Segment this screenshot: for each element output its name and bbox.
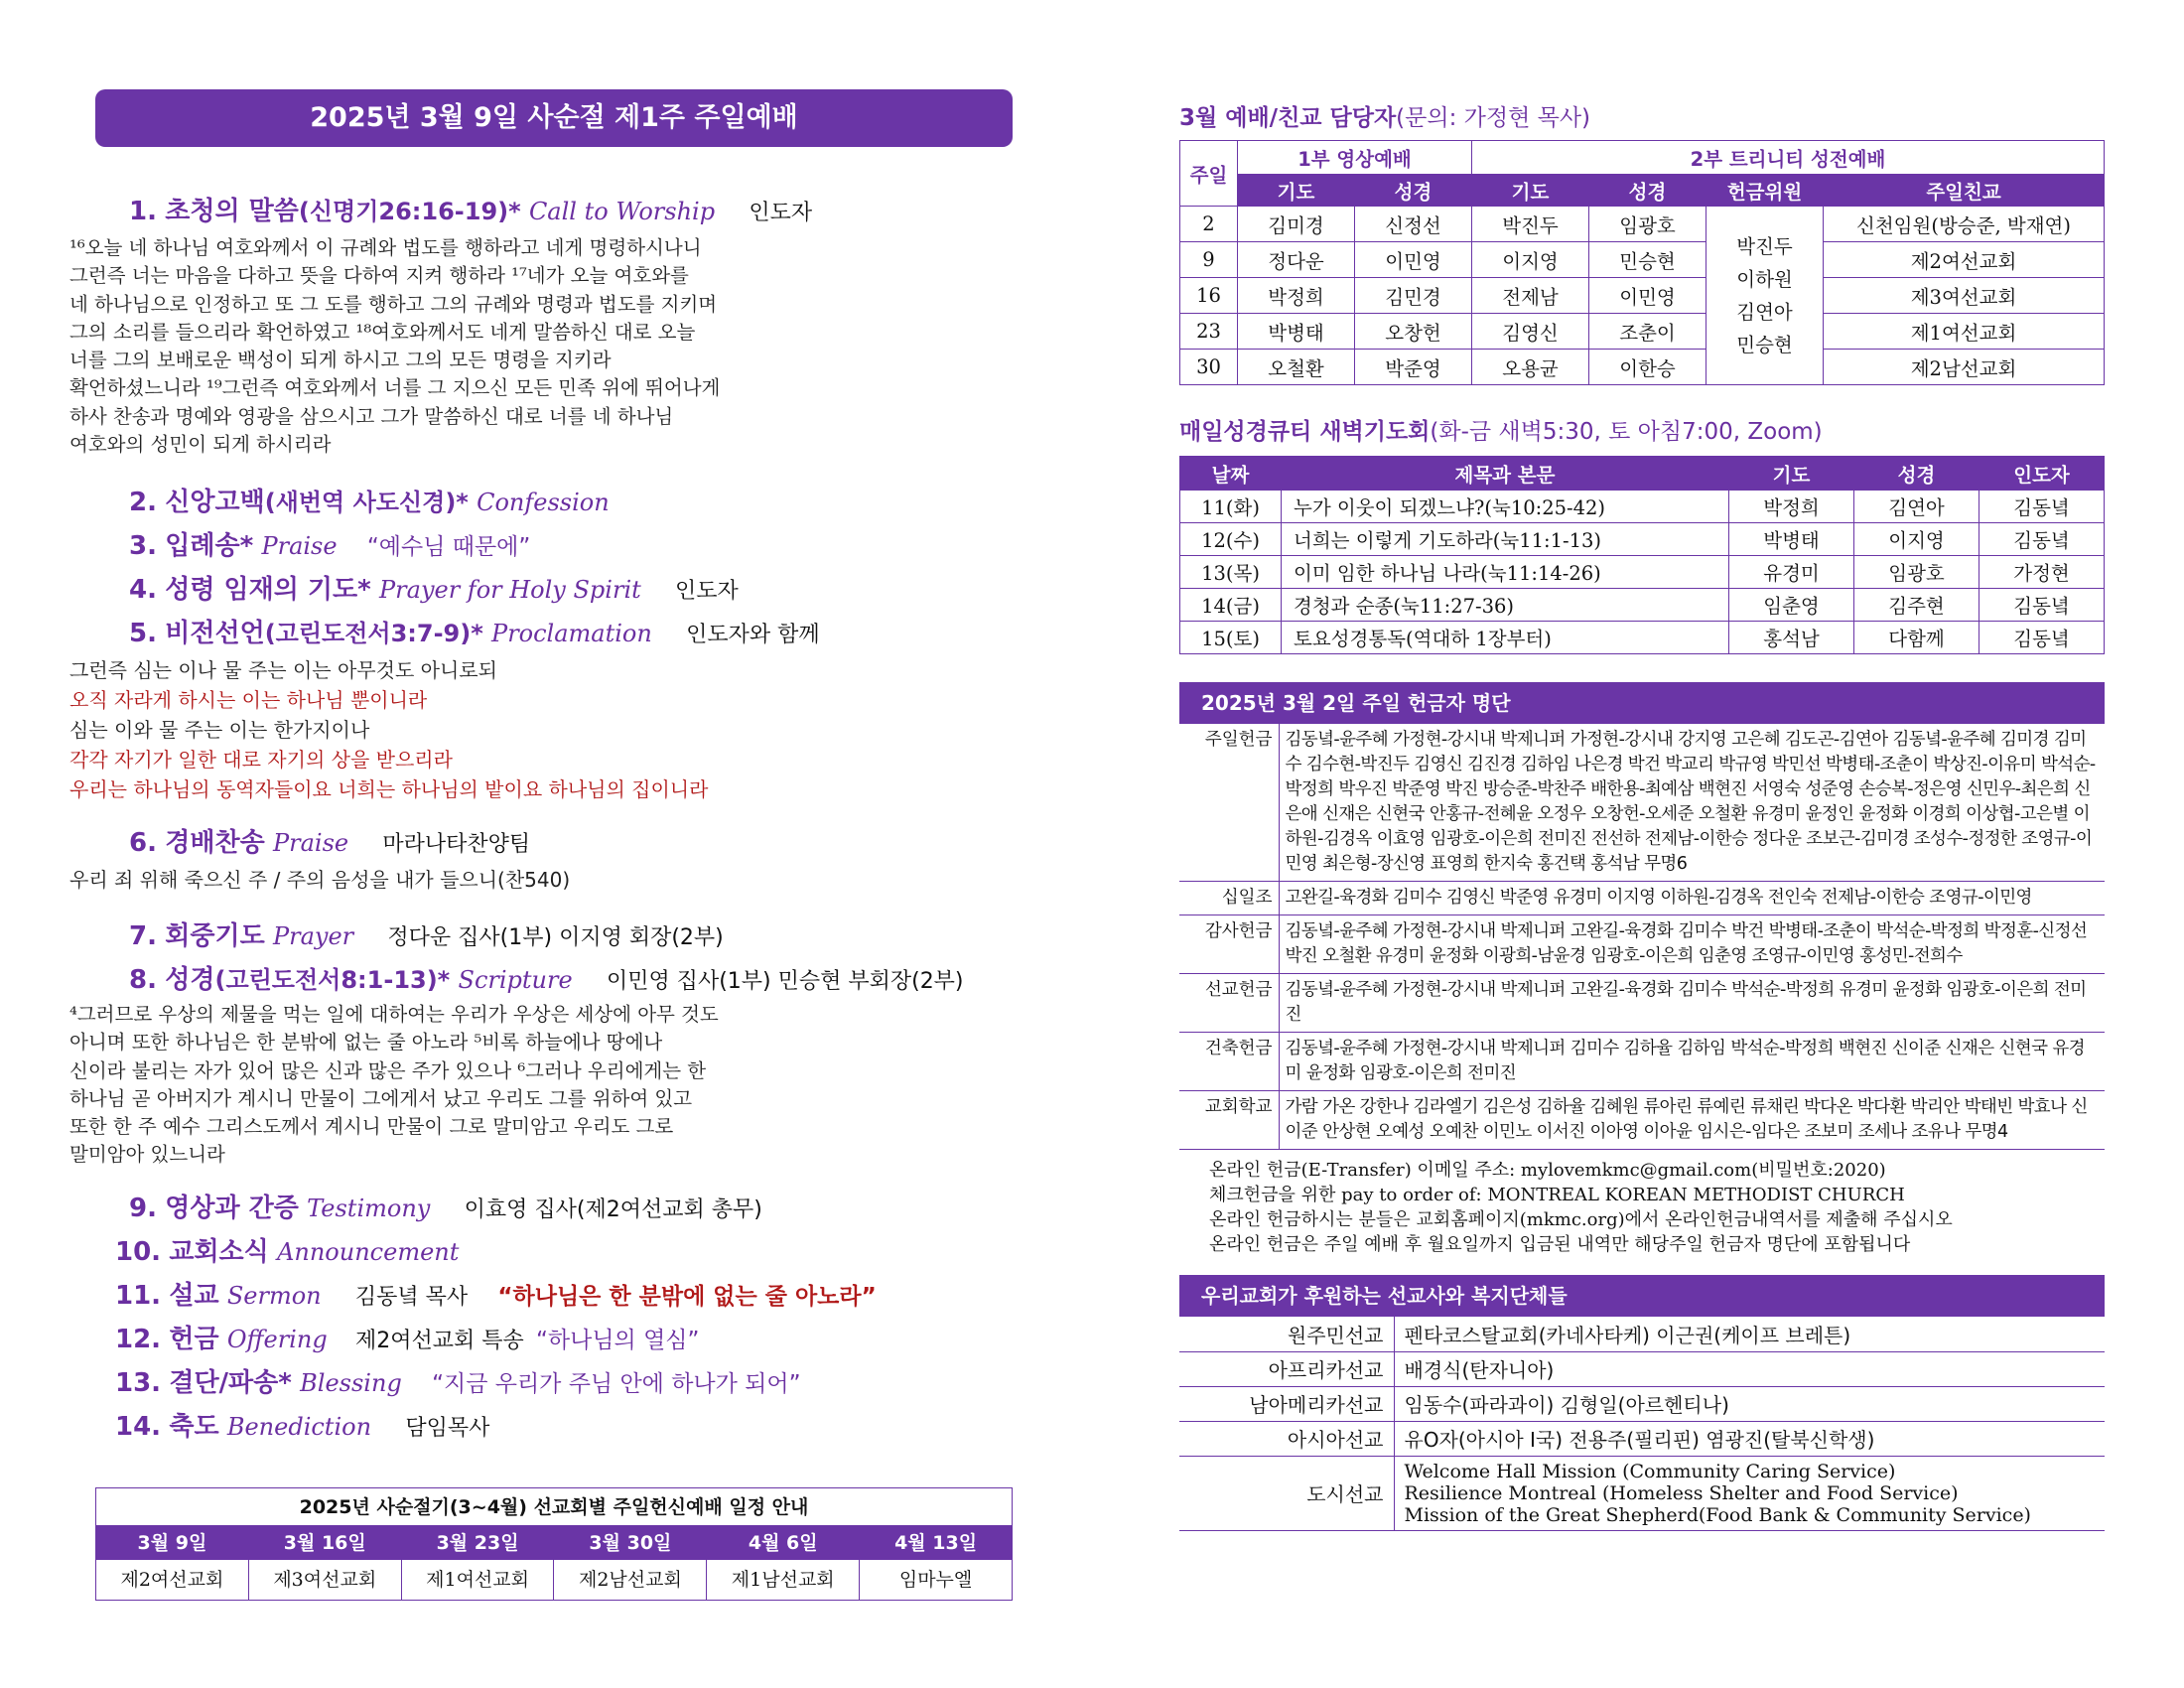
schedule-group: 제2여선교회 [96, 1560, 249, 1600]
item-number: 1. [129, 197, 157, 226]
donor-row [1179, 915, 2105, 974]
item-song: “하나님의 열심” [535, 1328, 700, 1353]
dawn-cell: 박병태 [1729, 523, 1854, 556]
item-sermon [115, 1275, 877, 1312]
donor-names: 고완길-육경화 김미수 김영신 박준영 유경미 이지영 이하원-김경옥 전인숙 전제남-이한승 조영규-이민영 [1279, 882, 2105, 915]
mission-category: 도시선교 [1179, 1456, 1394, 1530]
proclamation-line: 그런즉 심는 이나 물 주는 이는 아무것도 아니로되 [69, 658, 497, 682]
item-english: Benediction [226, 1413, 372, 1441]
item-english: Prayer [272, 922, 354, 950]
duty-cell: 정다운 [1238, 242, 1355, 278]
dawn-cell: 너희는 이렇게 기도하라(눅11:1-13) [1282, 523, 1729, 556]
passage-line: 그런즉 너는 마음을 다하고 뜻을 다하여 지켜 행하라 ¹⁷네가 오늘 여호와를 [69, 264, 689, 288]
duty-fellowship: 제1여선교회 [1824, 314, 2105, 350]
dawn-cell: 김동녘 [1979, 589, 2105, 622]
passage-line: 여호와의 성민이 되게 하시리라 [69, 433, 332, 457]
duty-row [1180, 242, 2105, 278]
worship-title: 2025년 3월 9일 사순절 제1주 주일예배 [95, 89, 1013, 147]
item-english: Proclamation [491, 620, 652, 647]
schedule-date: 4월 6일 [707, 1526, 860, 1560]
item-number: 5. [129, 619, 157, 648]
donor-category: 교회학교 [1179, 1091, 1279, 1150]
dawn-cell: 임광호 [1854, 556, 1979, 589]
donor-row [1179, 724, 2105, 882]
mission-line: Welcome Hall Mission (Community Caring Service) [1404, 1460, 1896, 1482]
duty-cell: 임광호 [1589, 207, 1706, 242]
col-fellowship: 주일친교 [1824, 175, 2105, 207]
mission-line: Resilience Montreal (Homeless Shelter and Food Service) [1404, 1481, 1959, 1504]
col-prayer: 기도 [1729, 457, 1854, 491]
col-second-service: 2부 트리니티 성전예배 [1472, 141, 2105, 175]
item-number: 11. [115, 1281, 162, 1311]
item-title: 비전선언 [165, 619, 265, 648]
missions-table [1179, 1317, 2105, 1531]
duty-cell: 박정희 [1238, 278, 1355, 314]
dawn-heading-sub: (화-금 새벽5:30, 토 아침7:00, Zoom) [1430, 419, 1823, 445]
item-number: 6. [129, 828, 157, 858]
item-leader: 정다운 집사(1부) 이지영 회장(2부) [387, 925, 724, 950]
item-benediction [115, 1406, 489, 1443]
item-offering [115, 1319, 699, 1355]
item-title: 헌금 [169, 1325, 219, 1354]
passage-deuteronomy [69, 234, 720, 459]
sermon-title: “하나님은 한 분밖에 없는 줄 아노라” [497, 1284, 877, 1310]
donor-names: 가람 가온 강한나 김라엘기 김은성 김하율 김혜원 류아린 류예린 류채린 박다온 박다환 박리안 박태빈 박효나 신이준 안상현 오예성 오예찬 이민노 이서진 이아영 이아윤 임시은-임다은 조보미 조세나 조유나 무명4 [1279, 1091, 2105, 1150]
item-title: 설교 [169, 1281, 219, 1311]
mission-row [1179, 1386, 2105, 1421]
item-title: 회중기도 [165, 921, 265, 951]
duty-cell: 신정선 [1355, 207, 1472, 242]
duty-fellowship: 신천임원(방승준, 박재연) [1824, 207, 2105, 242]
dawn-cell: 다함께 [1854, 622, 1979, 654]
dawn-cell: 유경미 [1729, 556, 1854, 589]
item-english: Testimony [307, 1195, 431, 1222]
item-number: 13. [115, 1368, 162, 1398]
duty-cell: 오철환 [1238, 350, 1355, 385]
offering-team-cell [1706, 207, 1824, 385]
mission-category: 원주민선교 [1179, 1317, 1394, 1351]
donor-row [1179, 882, 2105, 915]
mission-recipients [1394, 1386, 2105, 1421]
donor-row [1179, 1033, 2105, 1091]
duty-row [1180, 350, 2105, 385]
missions-title: 우리교회가 후원하는 선교사와 복지단체들 [1179, 1275, 2105, 1317]
donor-category: 감사헌금 [1179, 915, 1279, 974]
mission-line: Mission of the Great Shepherd(Food Bank & Community Service) [1404, 1503, 2031, 1526]
offering-team-member: 이하원 [1736, 267, 1793, 291]
item-english: Confession [477, 489, 610, 516]
item-leader: 인도자와 함께 [686, 623, 820, 647]
item-reference: (신명기26:16-19)* [298, 198, 521, 225]
duty-heading [1179, 99, 2105, 132]
schedule-group: 제2남선교회 [554, 1560, 707, 1600]
item-praise [129, 525, 530, 562]
item-title: 성령 임재의 기도* [165, 575, 371, 605]
item-number: 8. [129, 965, 157, 995]
schedule-date: 4월 13일 [860, 1526, 1012, 1560]
duty-cell: 9 [1180, 242, 1238, 278]
duty-cell: 김미경 [1238, 207, 1355, 242]
duty-cell: 오용균 [1472, 350, 1589, 385]
proclamation-line: 우리는 하나님의 동역자들이요 너희는 하나님의 밭이요 하나님의 집이니라 [69, 777, 709, 801]
mission-line: 배경식(탄자니아) [1404, 1358, 1555, 1382]
dawn-row [1180, 622, 2105, 654]
dawn-row [1180, 523, 2105, 556]
dawn-cell: 누가 이웃이 되겠느냐?(눅10:25-42) [1282, 491, 1729, 523]
item-title: 경배찬송 [165, 828, 265, 858]
item-english: Scripture [458, 966, 573, 994]
item-confession [129, 482, 610, 518]
schedule-date: 3월 30일 [554, 1526, 707, 1560]
duty-fellowship: 제3여선교회 [1824, 278, 2105, 314]
mission-recipients [1394, 1317, 2105, 1351]
item-number: 14. [115, 1412, 162, 1442]
item-reference: (고린도전서8:1-13)* [214, 966, 451, 994]
dawn-cell: 15(토) [1180, 622, 1282, 654]
dawn-cell: 김동녘 [1979, 491, 2105, 523]
item-title: 결단/파송* [169, 1368, 292, 1398]
item-number: 4. [129, 575, 157, 605]
item-title: 신앙고백 [165, 488, 265, 517]
item-english: Praise [261, 532, 338, 560]
passage-line: 또한 한 주 예수 그리스도께서 계시니 만물이 그로 말미암고 우리도 그로 [69, 1115, 674, 1139]
col-prayer: 기도 [1472, 175, 1589, 207]
donor-row [1179, 974, 2105, 1033]
item-title: 교회소식 [169, 1237, 269, 1267]
schedule-dates [96, 1526, 1012, 1560]
schedule-group: 임마누엘 [898, 1569, 973, 1591]
mission-category: 남아메리카선교 [1179, 1386, 1394, 1421]
item-leader: 담임목사 [405, 1416, 490, 1441]
item-english: Offering [226, 1326, 328, 1353]
donor-names: 김동녘-윤주혜 가정현-강시내 박제니퍼 김미수 김하율 김하임 박석순-박정희 백현진 신이준 신재은 신현국 유경미 윤정화 임광호-이은희 전미진 [1279, 1033, 2105, 1091]
item-reference: (새번역 사도신경)* [264, 489, 469, 516]
passage-line: 신이라 불리는 자가 있어 많은 신과 많은 주가 있으나 ⁶그러나 우리에게는 한 [69, 1058, 707, 1082]
schedule-group: 제1여선교회 [402, 1560, 555, 1600]
dawn-cell: 가정현 [1979, 556, 2105, 589]
item-song: “예수님 때문에” [366, 534, 531, 560]
item-testimony [129, 1188, 762, 1224]
col-scripture: 성경 [1589, 175, 1706, 207]
col-title: 제목과 본문 [1282, 457, 1729, 491]
mission-row [1179, 1456, 2105, 1530]
proclamation-text [69, 655, 708, 804]
item-scripture [129, 959, 964, 996]
duty-cell: 김민경 [1355, 278, 1472, 314]
item-english: Blessing [300, 1369, 402, 1397]
mission-row [1179, 1317, 2105, 1351]
donors-title: 2025년 3월 2일 주일 헌금자 명단 [1179, 682, 2105, 724]
duty-fellowship: 제2남선교회 [1824, 350, 2105, 385]
item-reference: (고린도전서3:7-9)* [264, 620, 483, 647]
dawn-cell: 13(목) [1180, 556, 1282, 589]
dawn-prayer-table [1179, 456, 2105, 654]
duty-cell: 이지영 [1472, 242, 1589, 278]
dawn-cell: 14(금) [1180, 589, 1282, 622]
online-offering-info [1179, 1150, 2105, 1257]
duty-cell: 전제남 [1472, 278, 1589, 314]
dawn-cell: 임춘영 [1729, 589, 1854, 622]
col-prayer: 기도 [1238, 175, 1355, 207]
dawn-heading-text: 매일성경큐티 새벽기도회 [1179, 419, 1431, 445]
passage-line: 하나님 곧 아버지가 계시니 만물이 그에게서 났고 우리도 그를 위하여 있고 [69, 1086, 693, 1110]
donor-names: 김동녘-윤주혜 가정현-강시내 박제니퍼 고완길-육경화 김미수 박건 박병태-조춘이 박석순-박정희 박정훈-신정선 박진 오철환 유경미 윤정화 이광희-남윤경 임광호-이은희 임춘영 조영규-이민영 홍성민-전희수 [1279, 915, 2105, 974]
item-leader: 제2여선교회 특송 [354, 1329, 524, 1353]
duty-table [1179, 140, 2105, 385]
col-scripture: 성경 [1355, 175, 1472, 207]
item-leader: 마라나타찬양팀 [382, 832, 531, 857]
item-leader: 인도자 [675, 579, 739, 604]
item-english: Prayer for Holy Spirit [379, 576, 641, 604]
item-proclamation [129, 613, 820, 649]
item-number: 7. [129, 921, 157, 951]
online-info-line: 체크헌금을 위한 pay to order of: MONTREAL KOREAN METHODIST CHURCH [1209, 1185, 1905, 1205]
item-english: Sermon [226, 1282, 322, 1310]
item-number: 3. [129, 531, 157, 561]
duty-cell: 이민영 [1589, 278, 1706, 314]
passage-line: 확언하셨느니라 ¹⁹그런즉 여호와께서 너를 그 지으신 모든 민족 위에 뛰어나게 [69, 376, 721, 400]
passage-line: ⁴그러므로 우상의 제물을 먹는 일에 대하여는 우리가 우상은 세상에 아무 것도 [69, 1003, 719, 1026]
duty-cell: 이한승 [1589, 350, 1706, 385]
passage-corinthians [69, 1001, 719, 1170]
duty-fellowship: 제2여선교회 [1824, 242, 2105, 278]
dawn-cell: 김연아 [1854, 491, 1979, 523]
donor-names: 김동녘-윤주혜 가정현-강시내 박제니퍼 가정현-강시내 강지영 고은혜 김도곤-김연아 김동녘-윤주혜 김미경 김미수 김수현-박진두 김영신 김진경 김하임 나은경 박건 박교리 박규영 박민선 박병태-조춘이 박상진-이유미 박석순-박정희 박우진 박준영 박진 방승준-박찬주 배한용-최예삼 백현진 서영숙 성준영 손승복-정은영 신민우-최은희 신은애 신재은 신현국 안홍규-전혜윤 오정우 오창헌-오세준 오철환 유경미 윤정인 윤정화 이경희 이상협-고은별 이하원-김경옥 이효영 임광호-이은희 전미진 전선하 전제남-이한승 정다운 조보근-김미경 조성수-정정한 조영규-이민영 최은형-장신영 표영희 한지숙 홍건택 홍석남 무명6 [1279, 724, 2105, 882]
item-blessing [115, 1362, 801, 1399]
dawn-cell: 경청과 순종(눅11:27-36) [1282, 589, 1729, 622]
item-congregational-prayer [129, 915, 724, 952]
dawn-heading [1179, 413, 2105, 446]
donor-names: 김동녘-윤주혜 가정현-강시내 박제니퍼 고완길-육경화 김미수 박석순-박정희 유경미 윤정화 임광호-이은희 전미진 [1279, 974, 2105, 1033]
mission-row [1179, 1421, 2105, 1456]
col-leader: 인도자 [1979, 457, 2105, 491]
item-title: 초청의 말씀 [165, 197, 299, 226]
online-info-line: 온라인 헌금은 주일 예배 후 월요일까지 입금된 내역만 해당주일 헌금자 명단에 포함됩니다 [1209, 1234, 1911, 1255]
item-holy-spirit-prayer [129, 569, 739, 606]
item-number: 12. [115, 1325, 162, 1354]
mission-recipients [1394, 1456, 2105, 1530]
dawn-cell: 박정희 [1729, 491, 1854, 523]
item-number: 2. [129, 488, 157, 517]
schedule-title: 2025년 사순절기(3~4월) 선교회별 주일헌신예배 일정 안내 [96, 1488, 1012, 1526]
passage-line: 네 하나님으로 인정하고 또 그 도를 행하고 그의 규례와 명령과 법도를 지키며 [69, 292, 718, 316]
schedule-date: 3월 9일 [96, 1526, 249, 1560]
online-info-line: 온라인 헌금하시는 분들은 교회홈페이지(mkmc.org)에서 온라인헌금내역서를 제출해 주십시오 [1209, 1209, 1953, 1230]
item-title: 영상과 간증 [165, 1194, 299, 1223]
donor-category: 선교헌금 [1179, 974, 1279, 1033]
schedule-groups [96, 1560, 1012, 1600]
dawn-cell: 이지영 [1854, 523, 1979, 556]
dawn-cell: 12(수) [1180, 523, 1282, 556]
donor-category: 건축헌금 [1179, 1033, 1279, 1091]
mission-recipients [1394, 1421, 2105, 1456]
item-english: Announcement [277, 1238, 460, 1266]
dawn-cell: 홍석남 [1729, 622, 1854, 654]
dawn-row [1180, 556, 2105, 589]
mission-line: 펜타코스탈교회(카네사타케) 이근권(케이프 브레튼) [1404, 1323, 1851, 1347]
passage-line: 아니며 또한 하나님은 한 분밖에 없는 줄 아노라 ⁵비록 하늘에나 땅에나 [69, 1031, 663, 1055]
item-title: 축도 [169, 1412, 219, 1442]
item-leader: 인도자 [749, 201, 813, 225]
mission-line: 임동수(파라과이) 김형일(아르헨티나) [1404, 1393, 1729, 1417]
donors-table [1179, 724, 2105, 1150]
item-preacher: 김동녘 목사 [354, 1285, 469, 1310]
duty-cell: 박병태 [1238, 314, 1355, 350]
dawn-row [1180, 491, 2105, 523]
duty-cell: 김영신 [1472, 314, 1589, 350]
item-english: Call to Worship [528, 198, 716, 225]
proclamation-line: 심는 이와 물 주는 이는 한가지이나 [69, 718, 370, 742]
duty-cell: 박준영 [1355, 350, 1472, 385]
duty-cell: 16 [1180, 278, 1238, 314]
online-info-line: 온라인 헌금(E-Transfer) 이메일 주소: mylovemkmc@gmail.com(비밀번호:2020) [1209, 1160, 1886, 1181]
mission-recipients [1394, 1351, 2105, 1386]
dawn-cell: 11(화) [1180, 491, 1282, 523]
offering-team-member: 김연아 [1736, 300, 1793, 324]
item-english: Praise [272, 829, 349, 857]
mission-row [1179, 1351, 2105, 1386]
hymn-titles: 우리 죄 위해 죽으신 주 / 주의 음성을 내가 들으니(찬540) [69, 868, 571, 892]
col-offering-team: 헌금위원 [1706, 175, 1824, 207]
duty-heading-sub: (문의: 가정현 목사) [1396, 105, 1591, 131]
dawn-cell: 김주현 [1854, 589, 1979, 622]
passage-line: 너를 그의 보배로운 백성이 되게 하시고 그의 모든 명령을 지키라 [69, 349, 612, 372]
duty-cell: 30 [1180, 350, 1238, 385]
duty-cell: 이민영 [1355, 242, 1472, 278]
passage-line: 말미암아 있느니라 [69, 1143, 225, 1167]
proclamation-line: 각각 자기가 일한 대로 자기의 상을 받으리라 [69, 748, 453, 772]
dawn-cell: 이미 임한 하나님 나라(눅11:14-26) [1282, 556, 1729, 589]
duty-row [1180, 207, 2105, 242]
donor-row [1179, 1091, 2105, 1150]
dawn-cell: 김동녘 [1979, 622, 2105, 654]
duty-cell: 조춘이 [1589, 314, 1706, 350]
duty-cell: 박진두 [1472, 207, 1589, 242]
item-call-to-worship [129, 191, 812, 227]
right-column [1179, 99, 2105, 1531]
item-title: 성경 [165, 965, 215, 995]
offering-team-member: 박진두 [1736, 234, 1793, 258]
item-number: 9. [129, 1194, 157, 1223]
dawn-row [1180, 589, 2105, 622]
mission-line: 유O자(아시아 I국) 전용주(필리핀) 염광진(탈북신학생) [1404, 1428, 1875, 1452]
passage-line: 하사 찬송과 명예와 영광을 삼으시고 그가 말씀하신 대로 너를 네 하나님 [69, 404, 674, 428]
duty-row [1180, 278, 2105, 314]
schedule-group: 제1남선교회 [707, 1560, 860, 1600]
col-scripture: 성경 [1854, 457, 1979, 491]
col-sunday: 주일 [1180, 141, 1238, 207]
passage-line: 그의 소리를 들으리라 확언하였고 ¹⁸여호와께서도 네게 말씀하신 대로 오늘 [69, 320, 696, 344]
item-leader: 이민영 집사(1부) 민승현 부회장(2부) [606, 969, 964, 994]
item-worship-hymn [129, 822, 530, 859]
duty-heading-text: 3월 예배/친교 담당자 [1179, 105, 1397, 131]
item-number: 10. [115, 1237, 162, 1267]
item-leader: 이효영 집사(제2여선교회 총무) [464, 1197, 762, 1222]
duty-row [1180, 314, 2105, 350]
schedule-date: 3월 16일 [249, 1526, 402, 1560]
offering-team-member: 민승현 [1736, 333, 1793, 356]
col-date: 날짜 [1180, 457, 1282, 491]
duty-cell: 민승현 [1589, 242, 1706, 278]
col-first-service: 1부 영상예배 [1238, 141, 1472, 175]
mission-category: 아프리카선교 [1179, 1351, 1394, 1386]
mission-category: 아시아선교 [1179, 1421, 1394, 1456]
schedule-date: 3월 23일 [402, 1526, 555, 1560]
duty-cell: 오창헌 [1355, 314, 1472, 350]
passage-line: ¹⁶오늘 네 하나님 여호와께서 이 규례와 법도를 행하라고 네게 명령하시나니 [69, 236, 702, 259]
dawn-cell: 김동녘 [1979, 523, 2105, 556]
donor-category: 십일조 [1179, 882, 1279, 915]
donor-category: 주일헌금 [1179, 724, 1279, 882]
duty-cell: 23 [1180, 314, 1238, 350]
item-title: 입례송* [165, 531, 254, 561]
item-announcement [115, 1231, 459, 1268]
proclamation-line: 오직 자라게 하시는 이는 하나님 뿐이니라 [69, 688, 428, 712]
duty-cell: 2 [1180, 207, 1238, 242]
schedule-group: 제3여선교회 [249, 1560, 402, 1600]
lent-schedule [95, 1487, 1013, 1601]
item-song: “지금 우리가 주님 안에 하나가 되어” [432, 1371, 801, 1397]
dawn-cell: 토요성경통독(역대하 1장부터) [1282, 622, 1729, 654]
